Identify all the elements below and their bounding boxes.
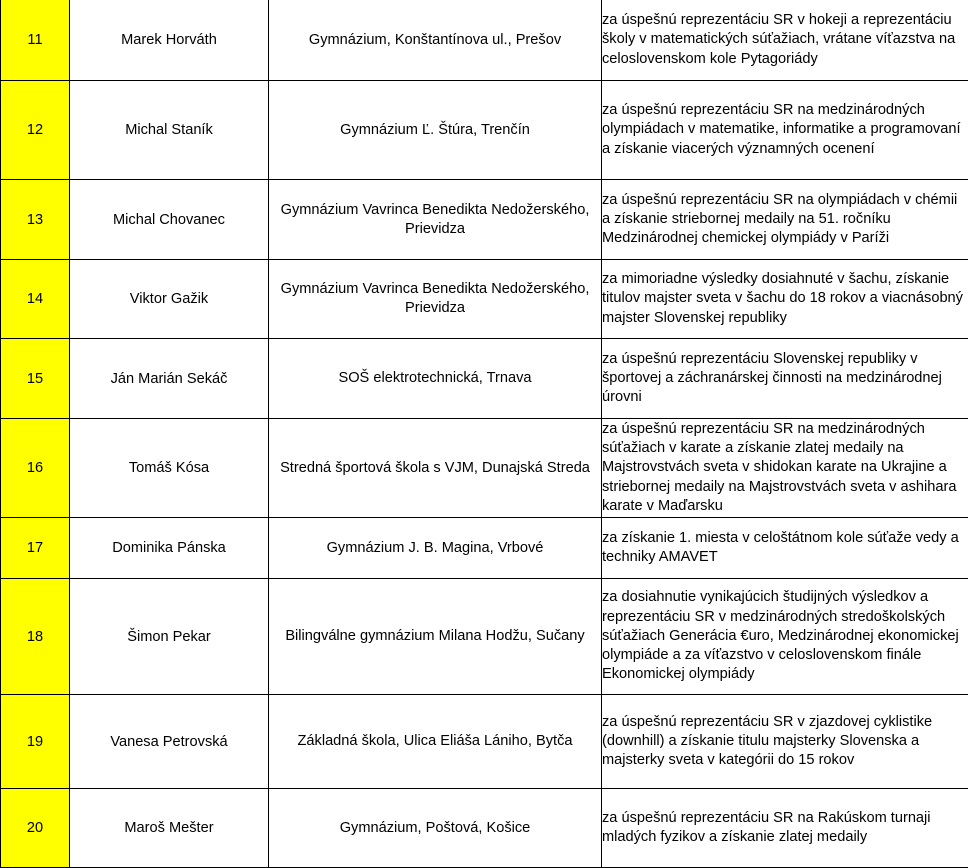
student-name: Šimon Pekar (70, 579, 269, 695)
table-row (1, 180, 968, 260)
school-name: Gymnázium Vavrinca Benedikta Nedožerského, Prievidza (269, 180, 602, 260)
award-reason: za mimoriadne výsledky dosiahnuté v šachu, získanie titulov majster sveta v šachu do 18 rokov a viacnásobný majster Slovenskej republiky (602, 260, 968, 339)
award-reason: za úspešnú reprezentáciu SR v hokeji a reprezentáciu školy v matematických súťažiach, vrátane víťazstva na celoslovenskom kole Pytagoriády (602, 0, 968, 81)
school-name: Gymnázium, Poštová, Košice (269, 789, 602, 868)
student-name: Vanesa Petrovská (70, 695, 269, 789)
table-row (1, 260, 968, 339)
student-name: Dominika Pánska (70, 518, 269, 579)
school-name: Bilingválne gymnázium Milana Hodžu, Sučany (269, 579, 602, 695)
row-number: 11 (1, 0, 70, 81)
award-reason: za dosiahnutie vynikajúcich študijných výsledkov a reprezentáciu SR v medzinárodných stredoškolských súťažiach Generácia €uro, Medzinárodnej ekonomickej olympiáde a za víťazstvo v celoslovenskom finále Ekonomickej olympiády (602, 579, 968, 695)
row-number: 18 (1, 579, 70, 695)
award-reason: za úspešnú reprezentáciu SR na medzinárodných súťažiach v karate a získanie zlatej medaily na Majstrovstvách sveta v shidokan karate na Ukrajine a striebornej medaily na Majstrovstvách sveta v ashihara karate v Maďarsku (602, 419, 968, 518)
award-reason: za úspešnú reprezentáciu SR na olympiádach v chémii a získanie striebornej medaily na 51. ročníku Medzinárodnej chemickej olympiády v Paríži (602, 180, 968, 260)
school-name: SOŠ elektrotechnická, Trnava (269, 339, 602, 419)
table-row (1, 81, 968, 180)
student-name: Ján Marián Sekáč (70, 339, 269, 419)
table-row (1, 695, 968, 789)
student-name: Michal Staník (70, 81, 269, 180)
row-number: 16 (1, 419, 70, 518)
row-number: 20 (1, 789, 70, 868)
table-row (1, 0, 968, 81)
student-name: Marek Horváth (70, 0, 269, 81)
student-name: Tomáš Kósa (70, 419, 269, 518)
row-number: 13 (1, 180, 70, 260)
table-row (1, 579, 968, 695)
student-name: Viktor Gažik (70, 260, 269, 339)
table-row (1, 419, 968, 518)
table-row (1, 339, 968, 419)
row-number: 14 (1, 260, 70, 339)
school-name: Gymnázium Ľ. Štúra, Trenčín (269, 81, 602, 180)
award-reason: za úspešnú reprezentáciu SR na Rakúskom turnaji mladých fyzikov a získanie zlatej medaily (602, 789, 968, 868)
school-name: Gymnázium, Konštantínova ul., Prešov (269, 0, 602, 81)
school-name: Gymnázium Vavrinca Benedikta Nedožerského, Prievidza (269, 260, 602, 339)
award-reason: za získanie 1. miesta v celoštátnom kole súťaže vedy a techniky AMAVET (602, 518, 968, 579)
award-reason: za úspešnú reprezentáciu SR na medzinárodných olympiádach v matematike, informatike a programovaní a získanie viacerých významných ocenení (602, 81, 968, 180)
award-reason: za úspešnú reprezentáciu Slovenskej republiky v športovej a záchranárskej činnosti na medzinárodnej úrovni (602, 339, 968, 419)
award-reason: za úspešnú reprezentáciu SR v zjazdovej cyklistike (downhill) a získanie titulu majsterky Slovenska a majsterky sveta v kategórii do 15 rokov (602, 695, 968, 789)
row-number: 15 (1, 339, 70, 419)
row-number: 12 (1, 81, 70, 180)
school-name: Stredná športová škola s VJM, Dunajská Streda (269, 419, 602, 518)
school-name: Gymnázium J. B. Magina, Vrbové (269, 518, 602, 579)
row-number: 17 (1, 518, 70, 579)
school-name: Základná škola, Ulica Eliáša Lániho, Bytča (269, 695, 602, 789)
row-number: 19 (1, 695, 70, 789)
student-name: Michal Chovanec (70, 180, 269, 260)
table-row (1, 518, 968, 579)
table-row (1, 789, 968, 868)
student-name: Maroš Mešter (70, 789, 269, 868)
